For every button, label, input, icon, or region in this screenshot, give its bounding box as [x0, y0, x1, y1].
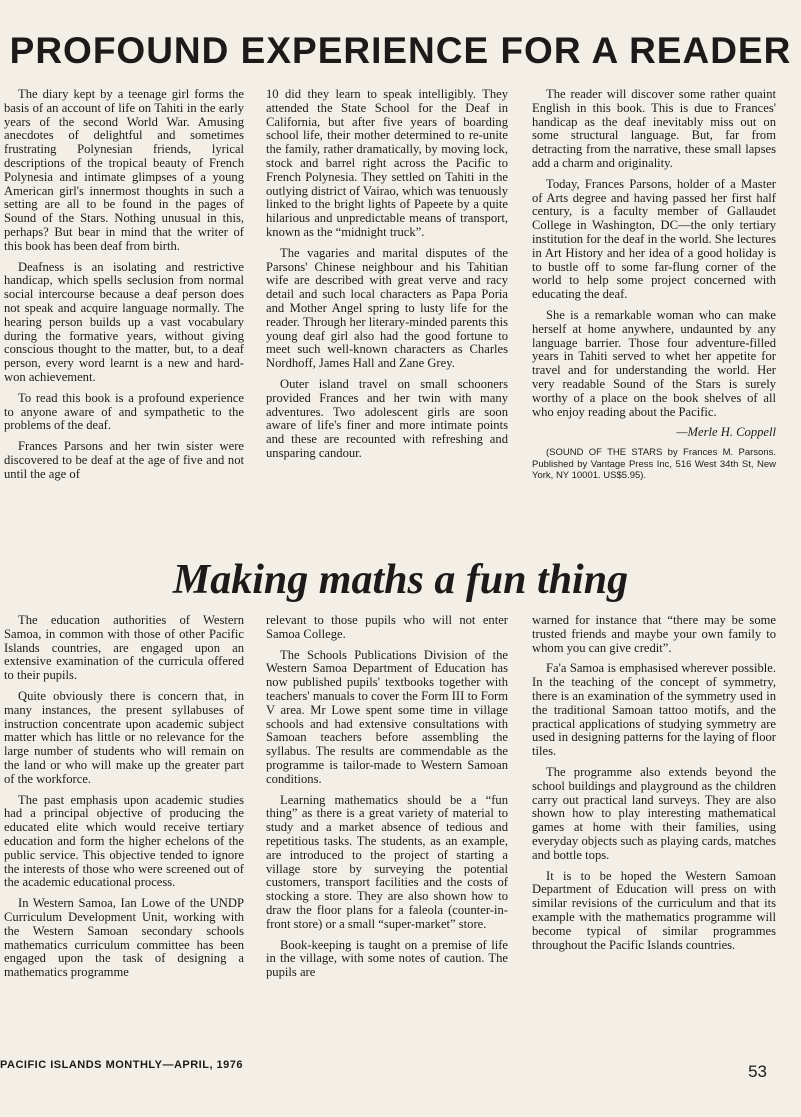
page-number: 53 [748, 1062, 767, 1081]
paragraph: In Western Samoa, Ian Lowe of the UNDP Curriculum Development Unit, working with the Western Samoan secondary schools mathematics curriculum committee has been engaged upon the task of designing a mathematics programme [4, 896, 244, 980]
paragraph: The reader will discover some rather quaint English in this book. This is due to Frances' handicap as the deaf inevitably miss out on some structural language. But, far from detracting from the narrative, these small lapses add a charm and originality. [532, 87, 776, 170]
article2-column-1 [4, 614, 244, 987]
paragraph: Fa'a Samoa is emphasised wherever possible. In the teaching of the concept of symmetry, there is an examination of the symmetry used in the traditional Samoan tattoo motifs, and the practical applications of studying symmetry are used in designing patterns for the laying of floor tiles. [532, 661, 776, 759]
paragraph: warned for instance that “there may be some trusted friends and maybe your own family to whom you can give credit”. [532, 613, 776, 655]
paragraph: relevant to those pupils who will not enter Samoa College. [266, 613, 508, 641]
paragraph: Learning mathematics should be a “fun thing” as there is a great variety of material to study and a market absence of tedious and repetitious tasks. The students, as an example, are introduced to the project of starting a village store by surveying the potential customers, transport facilities and the costs of stocking a store. They are also shown how to draw the floor plans for a faleola (counter-in-front store) or a small “super-market” store. [266, 792, 508, 931]
paragraph: She is a remarkable woman who can make herself at home anywhere, undaunted by any language barrier. Those four adventure-filled years in Tahiti served to whet her appetite for travel and for understanding the world. Her very readable Sound of the Stars is surely worthy of a place on the book shelves of all who enjoy reading about the Pacific. [532, 307, 776, 419]
paragraph: The programme also extends beyond the school buildings and playground as the children carry out practical land surveys. They are also shown how to play interesting mathematical games at home with their families, using everyday objects such as playing cards, matches and bottle tops. [532, 764, 776, 862]
paragraph: The past emphasis upon academic studies had a principal objective of producing the educated elite which would receive tertiary education and form the higher echelons of the public service. This objective tended to ignore the interests of those who were screened out of the academic educational process. [4, 792, 244, 890]
author-signature: —Merle H. Coppell [676, 425, 776, 440]
paragraph: Today, Frances Parsons, holder of a Master of Arts degree and having passed her first half century, is a faculty member of Gallaudet College in Washington, DC—the only tertiary institution for the deaf in the world. She lectures in Art History and her idea of a good holiday is to bustle off to some far-flung corner of the world to help some project concerned with educating the deaf. [532, 176, 776, 302]
paragraph: Book-keeping is taught on a premise of life in the village, with some notes of caution. The pupils are [266, 937, 508, 980]
paragraph: The diary kept by a teenage girl forms the basis of an account of life on Tahiti in the early years of the second World War. Amusing anecdotes of delightful and sometimes frustrating Polynesian friends, lyrical descriptions of the tropical beauty of French Polynesia and intimate glimpses of a young American girl's innermost thoughts in such a setting are all to be found in the pages of Sound of the Stars. Nothing unusual in this, perhaps? But bear in mind that the writer of this book has been deaf from birth. [4, 87, 244, 253]
paragraph: Quite obviously there is concern that, in many instances, the present syllabuses of instruction concentrate upon academic subject matter which has little or no relevance for the large number of students who will remain on the land or who will make up the greater part of the workforce. [4, 688, 244, 786]
paragraph: Outer island travel on small schooners provided Frances and her twin with many adventures. Two adolescent girls are soon aware of life's finer and more intimate points and these are recounted with refreshing and unsparing candour. [266, 376, 508, 460]
paragraph: The Schools Publications Division of the Western Samoa Department of Education has now published pupils' textbooks together with teachers' manuals to cover the Form III to Form V area. Mr Lowe spent some time in village schools and had extensive consultations with Samoan teachers before assembling the syllabus. The results are commendable as the programme is tailor-made to Western Samoan conditions. [266, 647, 508, 786]
paragraph: Frances Parsons and her twin sister were discovered to be deaf at the age of five and not until the age of [4, 439, 244, 481]
paragraph: It is to be hoped the Western Samoan Department of Education will press on with similar revisions of the curriculum and that its example with the mathematics programme will become typical of similar programmes throughout the Pacific Islands countries. [532, 868, 776, 952]
book-credits: (SOUND OF THE STARS by Frances M. Parsons. Published by Vantage Press Inc, 516 West 34th St, New York, NY 10001. US$5.95). [532, 447, 776, 482]
article2-column-2 [266, 614, 508, 987]
paragraph: To read this book is a profound experience to anyone aware of and sympathetic to the problems of the deaf. [4, 390, 244, 433]
article-headline: PROFOUND EXPERIENCE FOR A READER [9, 30, 792, 71]
paragraph: The vagaries and marital disputes of the Parsons' Chinese neighbour and his Tahitian wife are described with great verve and racy detail and such local characters as Papa Poria and Mother Angel spring to lusty life for the reader. Through her literary-minded parents this young deaf girl also had the good fortune to meet such well-known characters as Charles Nordhoff, James Hall and Zane Grey. [266, 245, 508, 371]
paragraph: Deafness is an isolating and restrictive handicap, which spells seclusion from normal social intercourse because a deaf person does not speak and acquire language normally. The hearing person builds up a vast vocabulary during the formative years, without giving conscious thought to the matter, but, to a deaf person, every word learnt is a new and hard-won achievement. [4, 259, 244, 384]
paragraph: 10 did they learn to speak intelligibly. They attended the State School for the Deaf in California, but after five years of boarding school life, their mother determined to re-unite the family, rather dramatically, by moving lock, stock and barrel right across the Pacific to French Polynesia. They settled on Tahiti in the outlying district of Vairao, which was tenuously linked to the bright lights of Papeete by a quite hilarious and unpredictable means of transport, known as the “midnight truck”. [266, 87, 508, 239]
article-headline-2: Making maths a fun thing [172, 557, 629, 603]
article1-column-2 [266, 88, 508, 468]
publication-footer: PACIFIC ISLANDS MONTHLY—APRIL, 1976 [0, 1059, 244, 1071]
article1-column-3 [532, 88, 776, 489]
article1-column-1 [4, 88, 244, 489]
article2-column-3 [532, 614, 776, 959]
paragraph: The education authorities of Western Samoa, in common with those of other Pacific Islands countries, are engaged upon an extensive examination of the curricula offered to their pupils. [4, 613, 244, 683]
